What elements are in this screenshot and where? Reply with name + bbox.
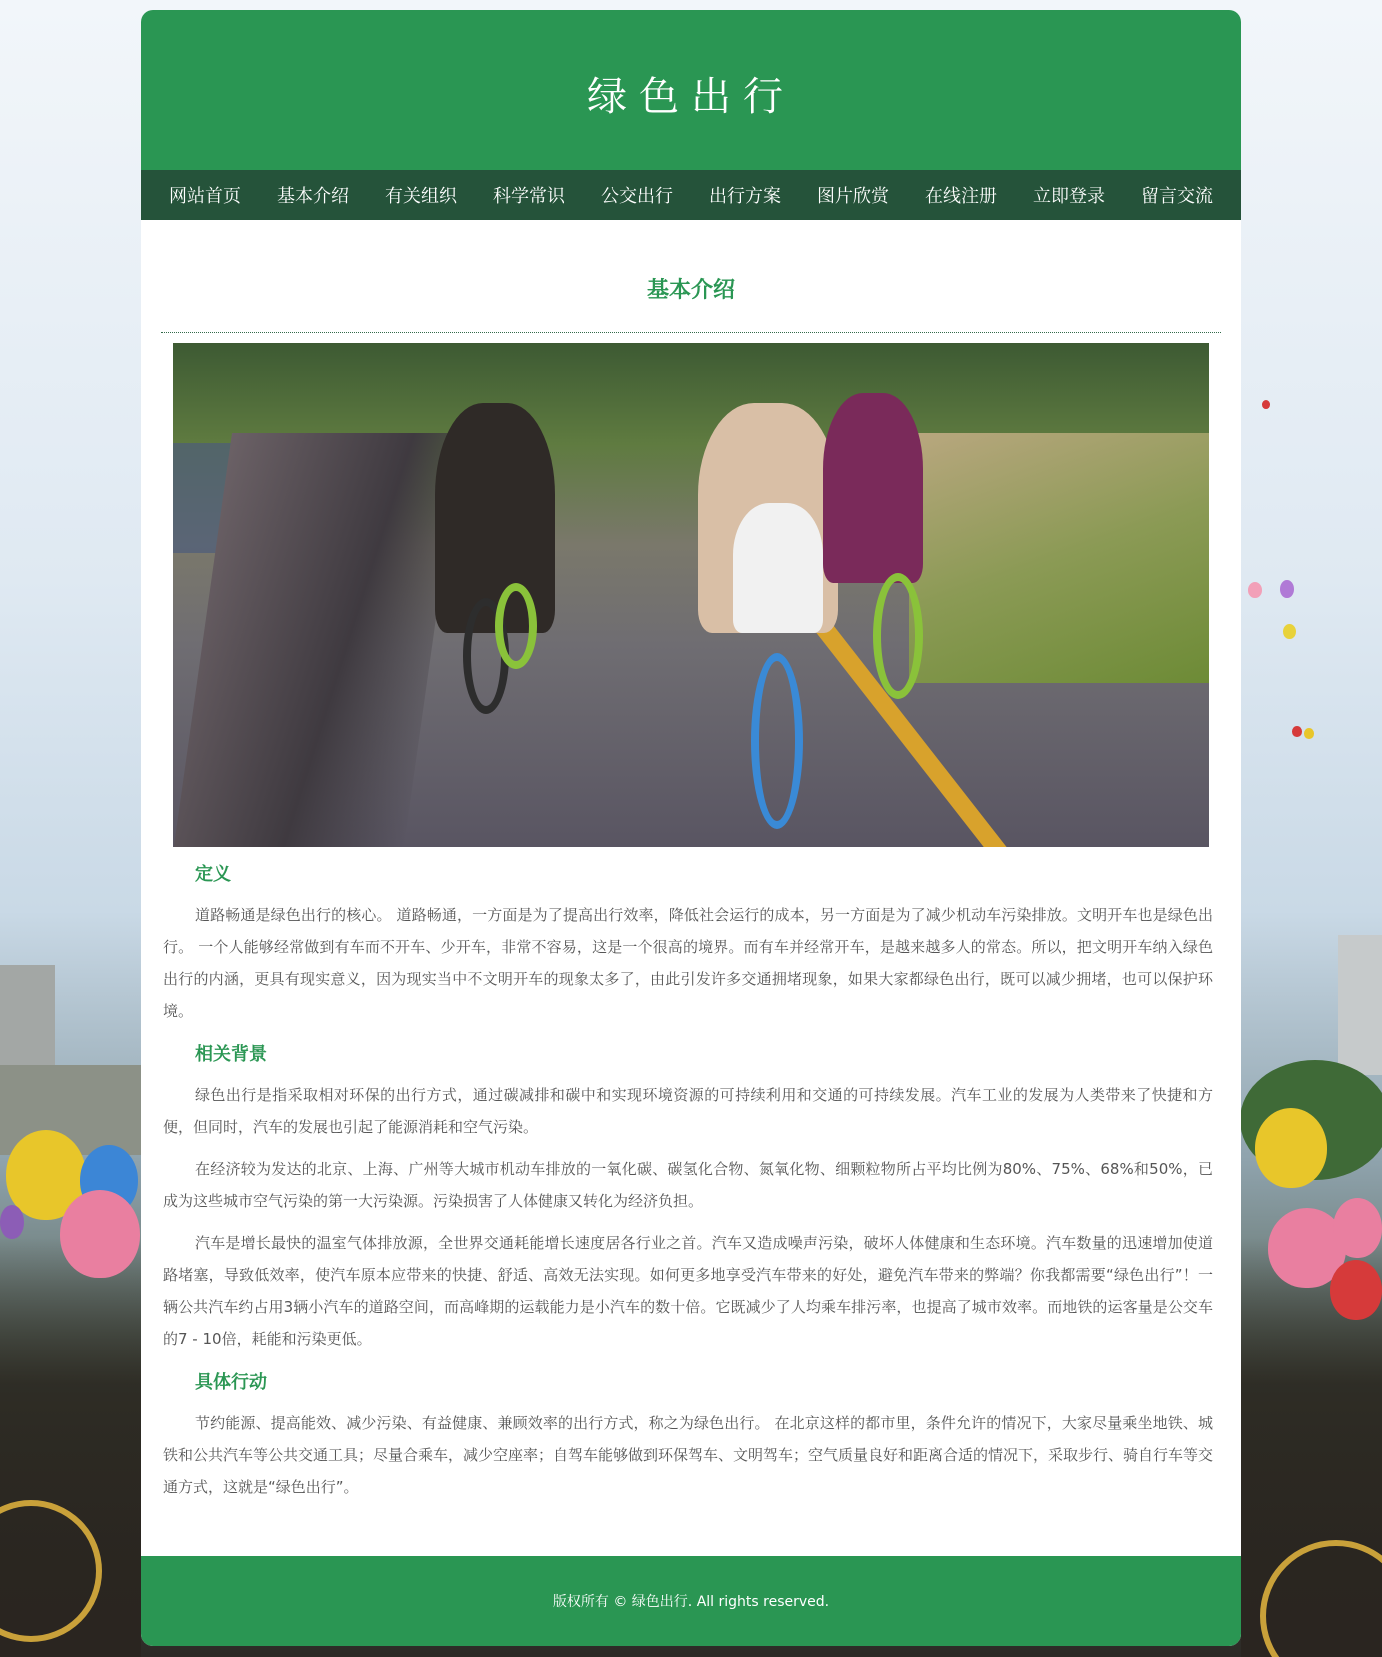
balloon (0, 1205, 24, 1239)
balloon (1248, 582, 1262, 598)
nav-item-travel-plans[interactable]: 出行方案 (709, 186, 781, 207)
nav-item-guestbook[interactable]: 留言交流 (1141, 186, 1213, 207)
nav-item-login[interactable]: 立即登录 (1033, 186, 1105, 207)
section-heading-background: 相关背景 (195, 1044, 267, 1065)
image-cyclist-elder (823, 393, 923, 583)
image-bike-wheel (873, 573, 923, 699)
nav-item-public-transit[interactable]: 公交出行 (601, 186, 673, 207)
image-cyclist-man (435, 403, 555, 633)
paragraph: 节约能源、提高能效、减少污染、有益健康、兼顾效率的出行方式，称之为绿色出行。 在北京这样的都市里，条件允许的情况下，大家尽量乘坐地铁、城铁和公共汽车等公共交通工具；尽量合乘车，减少空座率；自驾车能够做到环保驾车、文明驾车；空气质量良好和距离合适的情况下，采取步行、骑自行车等交通方式，这就是“绿色出行”。 (163, 1414, 1214, 1496)
balloon (1255, 1108, 1327, 1188)
copyright-text: 版权所有 © 绿色出行. All rights reserved. (552, 1594, 830, 1610)
paragraph: 汽车是增长最快的温室气体排放源，全世界交通耗能增长速度居各行业之首。汽车又造成噪声污染，破坏人体健康和生态环境。汽车数量的迅速增加使道路堵塞，导致低效率，使汽车原本应带来的快捷、舒适、高效无法实现。如何更多地享受汽车带来的好处，避免汽车带来的弊端？你我都需要“绿色出行”！一辆公共汽车约占用3辆小汽车的道路空间，而高峰期的运载能力是小汽车的数十倍。它既减少了人均乘车排污率，也提高了城市效率。而地铁的运客量是公交车的7 - 10倍，耗能和污染更低。 (163, 1234, 1213, 1348)
image-bike-wheel (495, 583, 537, 669)
paragraph: 绿色出行是指采取相对环保的出行方式，通过碳减排和碳中和实现环境资源的可持续利用和交通的可持续发展。汽车工业的发展为人类带来了快捷和方便，但同时，汽车的发展也引起了能源消耗和空气污染。 (163, 1086, 1213, 1136)
main-content (141, 276, 1241, 1503)
balloon (1292, 726, 1302, 737)
balloon (1262, 400, 1270, 409)
balloon (1330, 1260, 1382, 1320)
image-bike-wheel (751, 653, 803, 829)
image-stairs-grass (909, 433, 1209, 683)
nav-item-home[interactable]: 网站首页 (169, 186, 241, 207)
nav-item-register[interactable]: 在线注册 (925, 186, 997, 207)
site-header (141, 10, 1241, 170)
page-title: 基本介绍 (646, 278, 735, 303)
balloon (1304, 728, 1314, 739)
balloon (1333, 1198, 1382, 1258)
image-child (733, 503, 823, 633)
background-building-right (1338, 935, 1382, 1075)
nav-item-organizations[interactable]: 有关组织 (385, 186, 457, 207)
title-divider (161, 332, 1221, 333)
main-nav (141, 170, 1241, 220)
paragraph: 道路畅通是绿色出行的核心。 道路畅通，一方面是为了提高出行效率，降低社会运行的成本，另一方面是为了减少机动车污染排放。文明开车也是绿色出行。 一个人能够经常做到有车而不开车、少开车，非常不容易，这是一个很高的境界。而有车并经常开车，是越来越多人的常态。所以，把文明开车纳入绿色出行的内涵，更具有现实意义，因为现实当中不文明开车的现象太多了，由此引发许多交通拥堵现象，如果大家都绿色出行，既可以减少拥堵，也可以保护环境。 (163, 906, 1213, 1020)
nav-item-science[interactable]: 科学常识 (493, 186, 565, 207)
balloon (1280, 580, 1294, 598)
section-heading-actions: 具体行动 (195, 1372, 267, 1393)
paragraph: 在经济较为发达的北京、上海、广州等大城市机动车排放的一氧化碳、碳氢化合物、氮氧化物、细颗粒物所占平均比例为80%、75%、68%和50%，已成为这些城市空气污染的第一大污染源。污染损害了人体健康又转化为经济负担。 (163, 1160, 1213, 1210)
page-container (141, 10, 1241, 1646)
balloon (60, 1190, 140, 1278)
site-title: 绿色出行 (587, 73, 795, 120)
article (161, 861, 1221, 1503)
nav-item-intro[interactable]: 基本介绍 (277, 186, 349, 207)
section-heading-definition: 定义 (195, 864, 231, 885)
nav-item-gallery[interactable]: 图片欣赏 (817, 186, 889, 207)
hero-image (173, 343, 1209, 847)
balloon (1283, 624, 1296, 639)
site-footer (141, 1556, 1241, 1646)
